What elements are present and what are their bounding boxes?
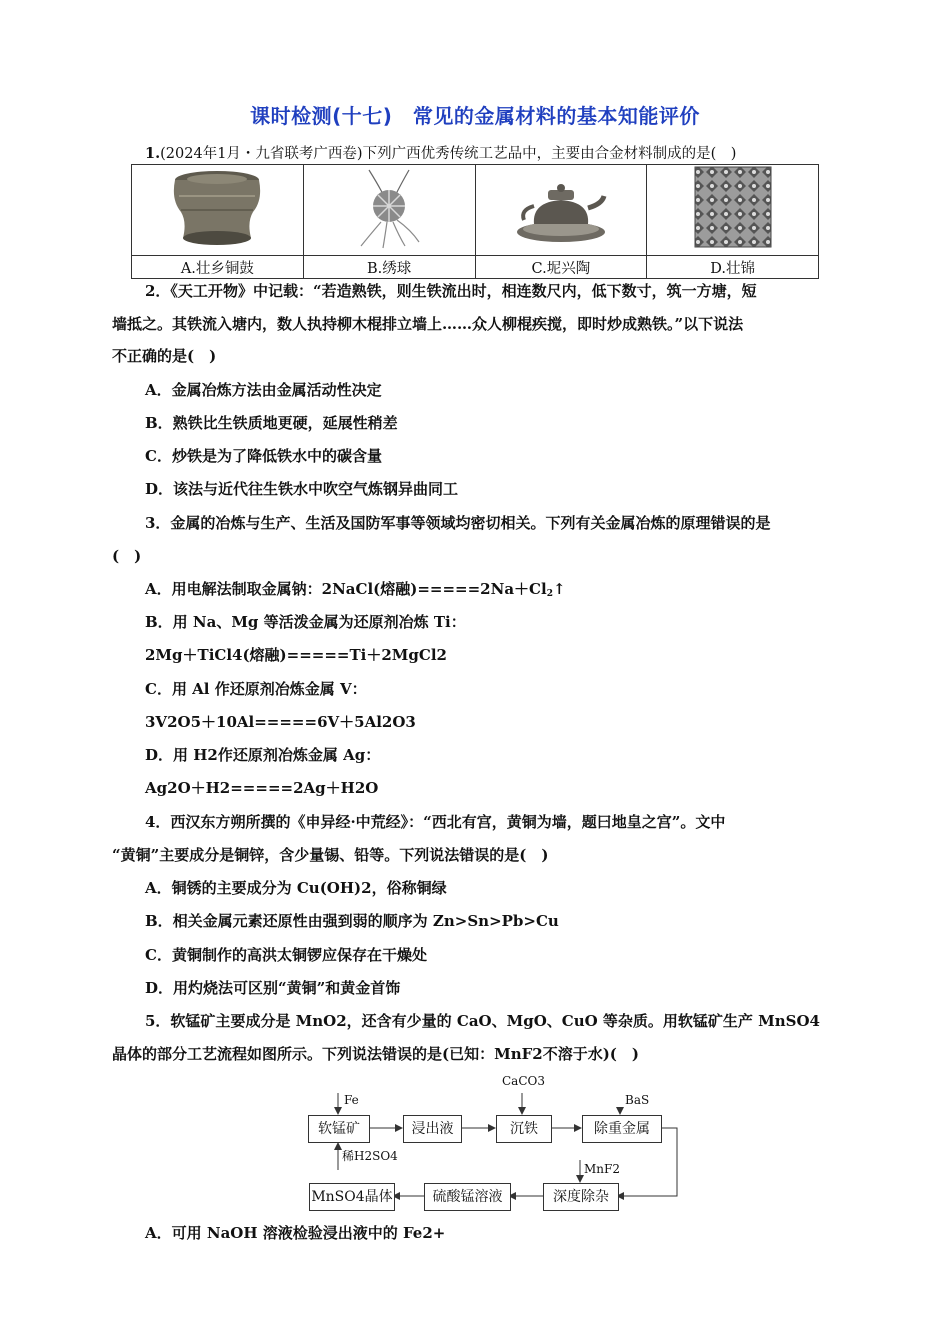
question-3-option-d-equation: Ag2O＋H2=====2Ag＋H2O (145, 779, 379, 797)
question-4-option-d: D．用灼烧法可区别“黄铜”和黄金首饰 (145, 979, 401, 997)
box-deep-purification: 深度除杂 (543, 1183, 619, 1211)
question-3-line-2: ( ) (112, 547, 142, 565)
question-1-number: 1. (145, 145, 161, 162)
question-2-line-1: 2．《天工开物》中记载：“若造熟铁，则生铁流出时，相连数尺内，低下数寸，筑一方塘，短 (145, 282, 757, 300)
question-4-option-b: B．相关金属元素还原性由强到弱的顺序为 Zn>Sn>Pb>Cu (145, 912, 559, 930)
box-soft-manganese-ore: 软锰矿 (308, 1115, 370, 1143)
question-2-line-2: 墙抵之。其铁流入塘内，数人执持柳木棍排立墙上……众人柳棍疾搅，即时炒成熟铁。”以下说法 (112, 315, 744, 333)
bas-label: BaS (625, 1093, 650, 1107)
caption-d: D.壮锦 (647, 256, 819, 279)
question-4-option-c: C．黄铜制作的高洪太铜锣应保存在干燥处 (145, 946, 427, 964)
option-a-arrow: ↑ (552, 580, 566, 598)
caco3-label: CaCO3 (502, 1074, 545, 1088)
caption-c: C.坭兴陶 (475, 256, 647, 279)
question-5-line-1: 5．软锰矿主要成分是 MnO2，还含有少量的 CaO、MgO、CuO 等杂质。用软锰矿生产 MnSO4 (145, 1012, 820, 1030)
fe-label: Fe (344, 1093, 359, 1107)
box-manganese-sulfate-solution: 硫酸锰溶液 (424, 1183, 511, 1211)
question-5-line-2: 晶体的部分工艺流程如图所示。下列说法错误的是(已知：MnF2不溶于水)( ) (112, 1045, 639, 1063)
question-4-line-2: “黄铜”主要成分是铜锌，含少量锡、铅等。下列说法错误的是( ) (112, 846, 549, 864)
question-1-text: (2024年1月・九省联考广西卷)下列广西优秀传统工艺品中，主要由合金材料制成的是( ) (160, 146, 737, 162)
box-mnso4-crystal: MnSO4晶体 (309, 1183, 395, 1211)
question-3-option-b-equation: 2Mg＋TiCl4(熔融)=====Ti＋2MgCl2 (145, 646, 447, 664)
question-2-option-b: B．熟铁比生铁质地更硬，延展性稍差 (145, 414, 398, 432)
box-heavy-metal-removal: 除重金属 (582, 1115, 662, 1143)
page-title: 课时检测(十七) 常见的金属材料的基本知能评价 (250, 104, 700, 128)
option-a-subscript: 2 (546, 589, 553, 599)
question-5-option-a: A．可用 NaOH 溶液检验浸出液中的 Fe2+ (145, 1224, 446, 1242)
question-3-option-b: B．用 Na、Mg 等活泼金属为还原剂冶炼 Ti： (145, 613, 466, 631)
option-a-text: A．用电解法制取金属钠：2NaCl(熔融)=====2Na＋Cl (145, 580, 547, 598)
question-2-line-3: 不正确的是( ) (112, 347, 217, 365)
mnf2-label: MnF2 (584, 1162, 620, 1176)
question-3-line-1: 3．金属的冶炼与生产、生活及国防军事等领域均密切相关。下列有关金属冶炼的原理错误的是 (145, 514, 771, 532)
caption-b: B.绣球 (303, 256, 475, 279)
question-4-line-1: 4．西汉东方朔所撰的《申异经·中荒经》：“西北有宫，黄铜为墙，题曰地皇之宫”。文中 (145, 813, 726, 831)
question-2-option-a: A．金属冶炼方法由金属活动性决定 (145, 381, 382, 399)
box-iron-removal: 沉铁 (496, 1115, 552, 1143)
question-3-option-c: C．用 Al 作还原剂冶炼金属 V： (145, 680, 367, 698)
question-3-option-c-equation: 3V2O5＋10Al=====6V＋5Al2O3 (145, 713, 416, 731)
question-3-option-d: D．用 H2作还原剂冶炼金属 Ag： (145, 746, 381, 764)
caption-a: A.壮乡铜鼓 (132, 256, 304, 279)
dilute-acid-label: 稀H2SO4 (342, 1149, 398, 1163)
question-2-option-d: D．该法与近代往生铁水中吹空气炼钢异曲同工 (145, 480, 459, 498)
question-2-option-c: C．炒铁是为了降低铁水中的碳含量 (145, 447, 382, 465)
question-4-option-a: A．铜锈的主要成分为 Cu(OH)2，俗称铜绿 (145, 879, 447, 897)
box-leachate: 浸出液 (403, 1115, 462, 1143)
